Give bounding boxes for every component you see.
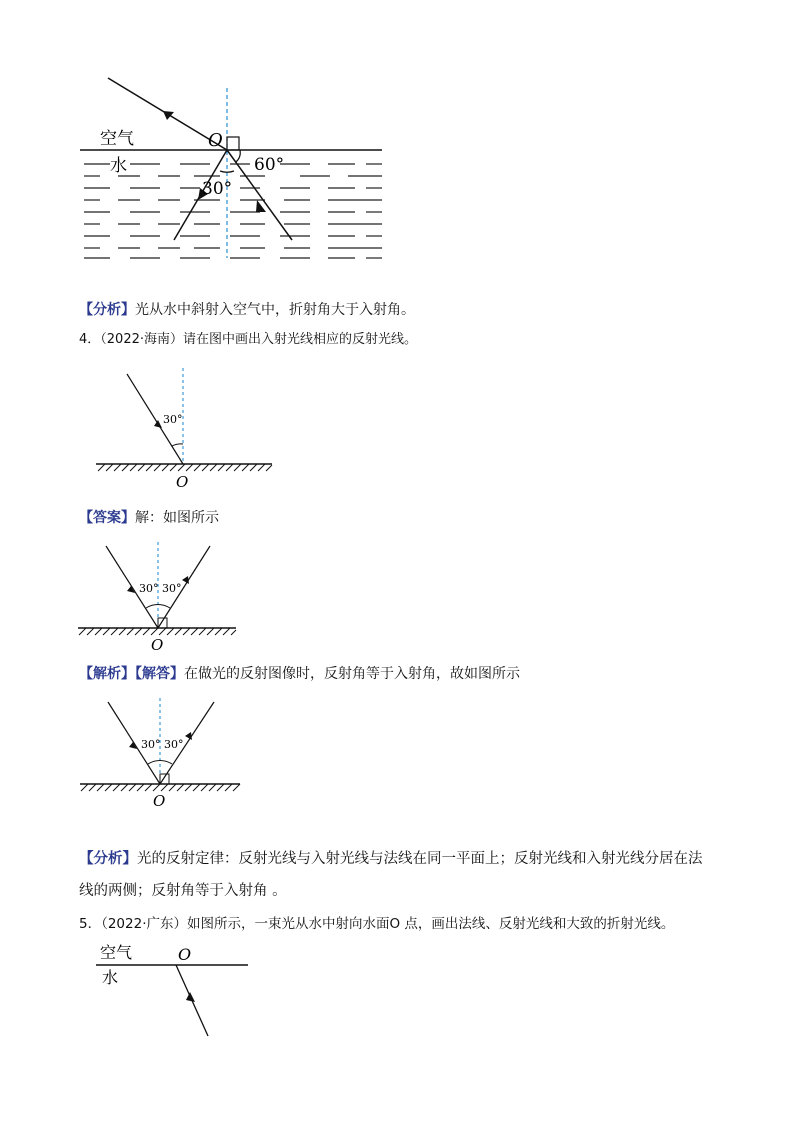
- arrow-incident: [186, 992, 195, 1002]
- analysis-text-1: 光的反射定律：反射光线与入射光线与法线在同一平面上；反射光线和入射光线分居在法: [137, 851, 703, 867]
- angle-right-label: 30°: [162, 582, 182, 595]
- figure-answer-4: [76, 540, 246, 655]
- explanation-label-1: 【解析】: [79, 666, 135, 682]
- answer-label: 【答案】: [79, 510, 135, 526]
- angle-arc-30: [220, 171, 234, 172]
- air-label: 空气: [100, 943, 133, 962]
- angle-60-label: 60°: [254, 155, 285, 175]
- analysis-4-line-1: [79, 849, 703, 869]
- mirror-hatch: [98, 464, 272, 471]
- explanation-4: [79, 664, 520, 684]
- point-o-label: O: [208, 130, 223, 151]
- answer-4: [79, 508, 219, 528]
- water-dashes: [84, 164, 382, 258]
- arrow-refracted: [163, 111, 174, 120]
- analysis-text: 光从水中斜射入空气中，折射角大于入射角。: [135, 302, 415, 318]
- explanation-text: 在做光的反射图像时，反射角等于入射角，故如图所示: [184, 666, 520, 682]
- water-label: 水: [110, 156, 127, 176]
- mirror-hatch: [81, 784, 240, 791]
- figure-q4-incident: [90, 360, 280, 495]
- figure-refraction-water-to-air: [70, 70, 400, 270]
- angle-label: 30°: [163, 413, 183, 426]
- angle-left-label: 30°: [141, 738, 161, 751]
- analysis-label: 【分析】: [79, 302, 135, 318]
- angle-30-label: 30°: [202, 179, 233, 199]
- answer-text: 解：如图所示: [135, 510, 219, 526]
- point-o-label: O: [153, 792, 166, 810]
- right-angle-mark: [227, 137, 239, 150]
- point-o-label: O: [151, 636, 164, 654]
- angle-left-label: 30°: [139, 582, 159, 595]
- angle-arc: [172, 444, 183, 446]
- arrow-reflected: [185, 732, 192, 740]
- angle-arc-60: [236, 150, 240, 162]
- analysis-label: 【分析】: [79, 851, 137, 867]
- angle-right-label: 30°: [164, 738, 184, 751]
- question-5: 5．（2022·广东）如图所示，一束光从水中射向水面O 点，画出法线、反射光线和大致的折射光线。: [79, 916, 675, 932]
- point-o-label: O: [176, 473, 189, 491]
- arrow-reflected: [182, 576, 189, 584]
- figure-q5: [90, 940, 260, 1045]
- question-4: 4．（2022·海南）请在图中画出入射光线相应的反射光线。: [79, 332, 417, 347]
- analysis-4-line-2: 线的两侧；反射角等于入射角 。: [79, 883, 287, 899]
- air-label: 空气: [100, 129, 134, 149]
- explanation-label-2: 【解答】: [135, 666, 184, 682]
- water-label: 水: [102, 968, 119, 987]
- figure-explanation-4: [78, 696, 248, 811]
- arrow-incident: [154, 420, 162, 428]
- mirror-hatch: [79, 628, 236, 635]
- point-o-label: O: [178, 945, 192, 964]
- analysis-1: [79, 300, 415, 320]
